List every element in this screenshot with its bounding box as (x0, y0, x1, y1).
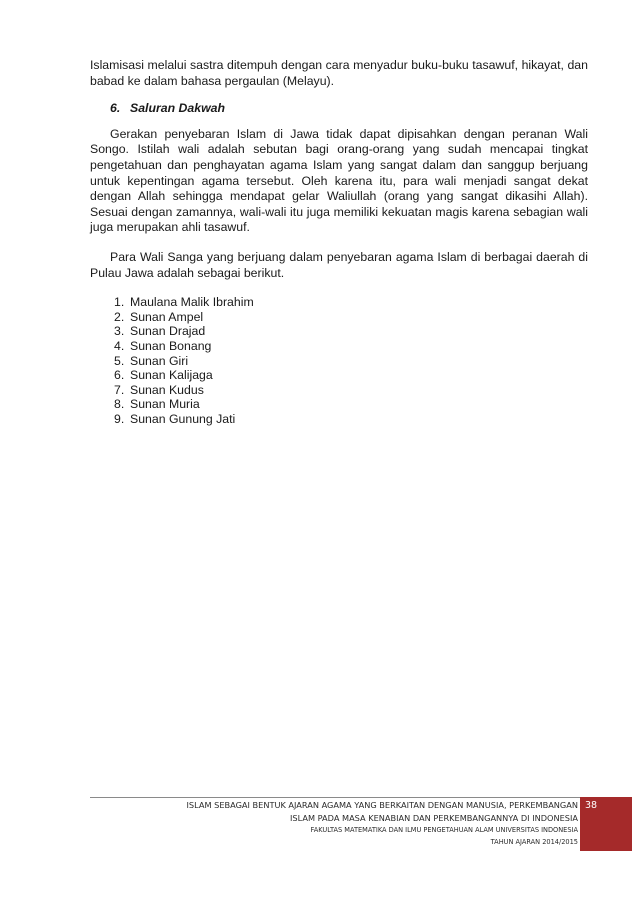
list-item (114, 412, 588, 427)
list-item-number: 4. (114, 338, 125, 353)
footer-divider (90, 797, 580, 798)
list-item-name: Sunan Ampel (130, 309, 204, 324)
footer (108, 799, 578, 848)
list-item-name: Sunan Gunung Jati (130, 411, 236, 426)
list-item (114, 354, 588, 369)
page-number: 38 (585, 800, 598, 811)
list-item-name: Sunan Drajad (130, 324, 206, 339)
list-item-name: Sunan Bonang (130, 338, 212, 353)
list-item (114, 368, 588, 383)
paragraph-gap (90, 236, 588, 250)
list-item (114, 310, 588, 325)
paragraph-wali-sanga-list-intro: Para Wali Sanga yang berjuang dalam penyebaran agama Islam di berbagai daerah di Pulau Jawa adalah sebagai berikut. (90, 249, 588, 280)
paragraph-gap (90, 281, 588, 295)
section-heading (110, 101, 588, 117)
list-item-name: Sunan Kalijaga (130, 368, 213, 383)
footer-title-line-2: ISLAM PADA MASA KENABIAN DAN PERKEMBANGANNYA DI INDONESIA (290, 813, 578, 823)
list-item-name: Sunan Muria (130, 397, 200, 412)
list-item-name: Sunan Kudus (130, 382, 204, 397)
list-item (114, 339, 588, 354)
page-content (90, 58, 588, 426)
footer-academic-year: TAHUN AJARAN 2014/2015 (490, 837, 578, 846)
list-item (114, 295, 588, 310)
list-item (114, 397, 588, 412)
list-item-number: 1. (114, 295, 125, 310)
list-item-number: 2. (114, 309, 125, 324)
list-item-name: Sunan Giri (130, 353, 189, 368)
paragraph-wali-songo: Gerakan penyebaran Islam di Jawa tidak dapat dipisahkan dengan peranan Wali Songo. Istilah wali adalah sebutan bagi orang-orang yang sudah mencapai tingkat pengetahuan dan penghayatan agama Islam yang sangat dalam dan sanggup berjuang untuk kepentingan agama tersebut. Oleh karena itu, para wali menjadi sangat dekat dengan Allah sehingga mendapat gelar Waliullah (orang yang sangat dikasihi Allah). Sesuai dengan zamannya, wali-wali itu juga memiliki kekuatan magis karena sebagian wali juga merupakan ahli tasawuf. (90, 126, 588, 235)
page-number-box (580, 797, 632, 851)
list-item-number: 6. (114, 368, 125, 383)
wali-list (90, 295, 588, 426)
list-item-number: 8. (114, 397, 125, 412)
footer-title-line-1: ISLAM SEBAGAI BENTUK AJARAN AGAMA YANG BERKAITAN DENGAN MANUSIA, PERKEMBANGAN (186, 800, 578, 810)
list-item (114, 324, 588, 339)
list-item-number: 9. (114, 411, 125, 426)
list-item-number: 5. (114, 353, 125, 368)
list-item-name: Maulana Malik Ibrahim (130, 295, 254, 310)
list-item-number: 3. (114, 324, 125, 339)
section-title: Saluran Dakwah (130, 101, 225, 116)
intro-paragraph: Islamisasi melalui sastra ditempuh dengan cara menyadur buku-buku tasawuf, hikayat, dan babad ke dalam bahasa pergaulan (Melayu). (90, 58, 588, 88)
list-item (114, 383, 588, 398)
section-number: 6. (110, 101, 121, 116)
list-item-number: 7. (114, 382, 125, 397)
footer-faculty: FAKULTAS MATEMATIKA DAN ILMU PENGETAHUAN ALAM UNIVERSITAS INDONESIA (310, 826, 578, 834)
